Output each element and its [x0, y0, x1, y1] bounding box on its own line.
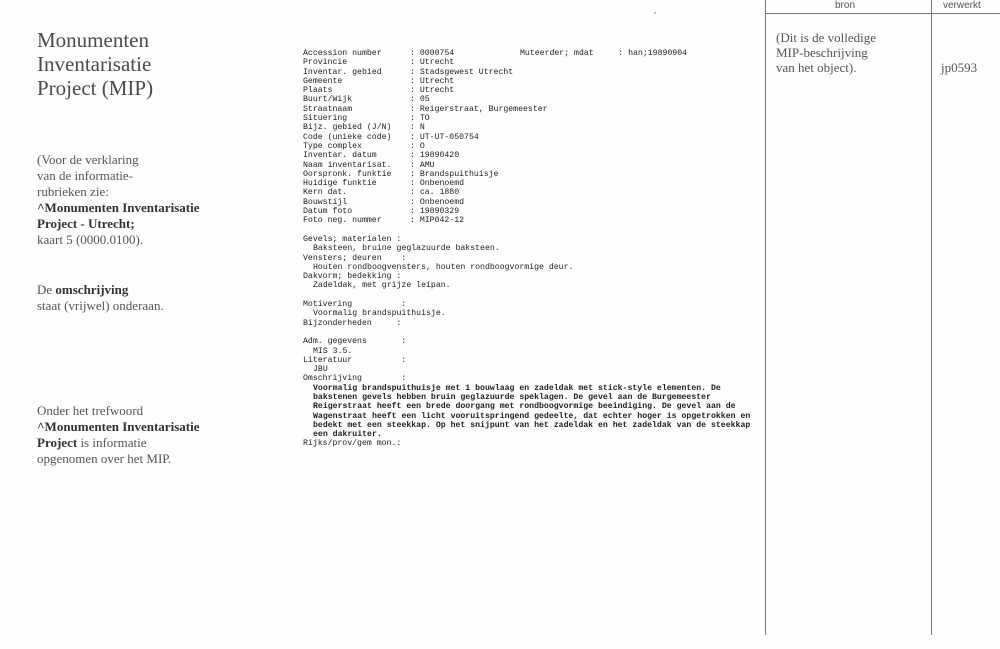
literatuur-value: JBU [313, 365, 328, 375]
keyword-note: Onder het trefwoord ^Monumenten Inventarisatie Project is informatie opgenomen over het MIP. [37, 403, 200, 466]
record-field [303, 105, 758, 114]
record-field [303, 170, 758, 179]
vensters-label: Vensters; deuren : [303, 253, 407, 263]
adm-value: MIS 3.5. [313, 346, 353, 356]
field-value: : 05 [410, 95, 430, 105]
record-field [303, 58, 758, 67]
field-key: Plaats [303, 86, 333, 96]
field-value: : UT-UT-050754 [410, 132, 479, 142]
field-key: Foto neg. nummer [303, 216, 382, 226]
verwerkt-code: jp0593 [941, 60, 978, 75]
field-value: : Utrecht [410, 58, 455, 68]
field-key: Gemeente [303, 76, 343, 86]
mutator-info: Muteerder; mdat : han;19890904 [520, 49, 688, 58]
literatuur-label: Literatuur : [303, 355, 407, 365]
header-rule [765, 13, 1000, 14]
page-title: Monumenten Inventarisatie Project (MIP) [37, 28, 154, 100]
field-key: Huidige funktie [303, 179, 377, 189]
record-field [303, 77, 758, 86]
field-value: : TO [410, 114, 430, 124]
record-field [303, 95, 758, 104]
field-key: Naam inventarisat. [303, 160, 392, 170]
field-key: Buurt/Wijk [303, 95, 353, 105]
speck [654, 12, 656, 14]
reference-keyword: ^Monumenten Inventarisatie [37, 200, 200, 215]
field-key: Inventar. gebied [303, 67, 382, 77]
field-key: Kern dat. [303, 188, 348, 198]
left-column [37, 28, 272, 467]
motivering-label: Motivering : [303, 300, 407, 310]
record-field [303, 86, 758, 95]
column-divider-bron [765, 0, 766, 635]
gevels-value: Baksteen, bruine geglazuurde baksteen. [313, 244, 500, 254]
field-value: : Onbenoemd [410, 179, 465, 189]
field-key: Situering [303, 114, 348, 124]
verwerkt-header: verwerkt [943, 0, 981, 11]
field-key: Straatnaam [303, 104, 353, 114]
record-field [303, 207, 758, 216]
field-value: : Brandspuithuisje [410, 169, 499, 179]
field-value: : ca. 1880 [410, 188, 460, 198]
record-field [303, 68, 758, 77]
gevels-label: Gevels; materialen : [303, 234, 402, 244]
description-note: De omschrijving staat (vrijwel) onderaan. [37, 282, 164, 313]
field-value: : Onbenoemd [410, 197, 465, 207]
omschrijving-label: Omschrijving : [303, 374, 407, 384]
record-field [303, 123, 758, 132]
field-key: Datum foto [303, 207, 353, 217]
field-key: Accession number [303, 49, 382, 58]
column-divider-verwerkt [931, 0, 932, 635]
field-key: Bijz. gebied (J/N) [303, 123, 392, 133]
mip-record [303, 49, 758, 449]
field-value: : 19890329 [410, 207, 460, 217]
dakvorm-label: Dakvorm; bedekking : [303, 272, 402, 282]
field-value: : Reigerstraat, Burgemeester [410, 104, 548, 114]
field-value: : O [410, 141, 425, 151]
vensters-value: Houten rondboogvensters, houten rondboogvormige deur. [313, 262, 574, 272]
motivering-value: Voormalig brandspuithuisje. [313, 309, 446, 319]
field-key: Code (unieke code) [303, 132, 392, 142]
explanation-note: (Voor de verklaring van de informatie- rubrieken zie: ^Monumenten Inventarisatie Project - Utrecht; kaart 5 (0000.0100). [37, 152, 200, 247]
record-field [303, 216, 758, 225]
adm-label: Adm. gegevens : [303, 337, 407, 347]
field-value: : N [410, 123, 425, 133]
field-key: Oorspronk. funktie [303, 169, 392, 179]
dakvorm-value: Zadeldak, met grijze leipan. [313, 281, 451, 291]
field-value: : Utrecht [410, 86, 455, 96]
record-field [303, 161, 758, 170]
record-fields [303, 49, 758, 226]
bron-note: (Dit is de volledige MIP-beschrijving van het object). [776, 30, 877, 75]
field-key: Inventar. datum [303, 151, 377, 161]
record-field [303, 114, 758, 123]
bijzonderheden-label: Bijzonderheden : [303, 318, 402, 328]
record-field [303, 151, 758, 160]
field-key: Provincie [303, 58, 348, 68]
field-value: : Utrecht [410, 76, 455, 86]
field-value: : AMU [410, 160, 435, 170]
omschrijving-value: Voormalig brandspuithuisje met 1 bouwlaag en zadeldak met stick-style elementen. De bakstenen gevels hebben bruin geglazuurde speklagen. De gevel aan de Burgemeester Reigerstraat heeft een brede doorgang met rondboogvormige beeindiging. De gevel aan de Wagenstraat heeft een licht vooruitspringend gedeelte, dat echter hoger is opgetrokken en bedekt met een steekkap. Op het snijpunt van het zadeldak en het zadeldak van de steekkap een dakruiter. [313, 383, 751, 440]
field-value: : MIP042-12 [410, 216, 465, 226]
record-field [303, 198, 758, 207]
field-value: : 19890420 [410, 151, 460, 161]
record-field [303, 133, 758, 142]
field-value: : Stadsgewest Utrecht [410, 67, 514, 77]
field-key: Type complex [303, 141, 362, 151]
bron-header: bron [835, 0, 856, 11]
record-field [303, 188, 758, 197]
record-field [303, 142, 758, 151]
record-field [303, 179, 758, 188]
field-key: Bouwstijl [303, 197, 348, 207]
field-value: : 0000754 [410, 49, 455, 58]
rijks-label: Rijks/prov/gem mon.: [303, 439, 402, 449]
